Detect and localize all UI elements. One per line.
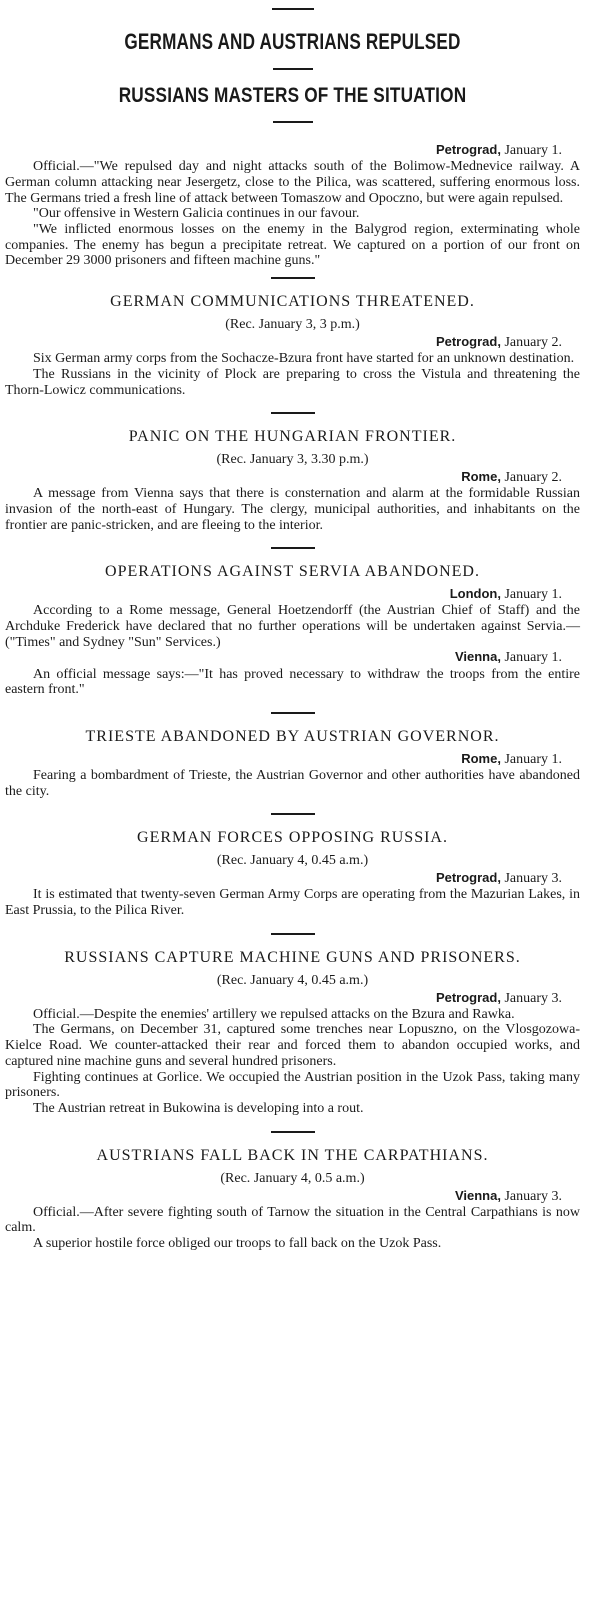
paragraph: An official message says:—"It has proved necessary to withdraw the troops from the entire eastern front."	[5, 666, 580, 698]
section-gap	[5, 919, 580, 925]
dateline	[5, 587, 580, 603]
dateline-date: January 2.	[504, 470, 562, 486]
subheadline: RUSSIANS MASTERS OF THE SITUATION	[118, 84, 467, 108]
news-section	[5, 712, 580, 805]
section-title: GERMAN FORCES OPPOSING RUSSIA.	[137, 829, 448, 847]
section-gap	[5, 799, 580, 805]
section-title: AUSTRIANS FALL BACK IN THE CARPATHIANS.	[96, 1146, 489, 1164]
paragraph: A message from Vienna says that there is consternation and alarm at the formidable Russian invasion of the north-east of Hungary. The clergy, municipal authorities, and inhabitants on the frontier are panic-stricken, and are fleeing to the interior.	[5, 486, 580, 533]
section-rule	[271, 412, 315, 414]
dateline-date: January 3.	[504, 990, 562, 1006]
dateline	[5, 143, 580, 159]
paragraph: Six German army corps from the Sochacze-Bzura front have started for an unknown destination.	[33, 351, 575, 367]
section-rule	[271, 813, 315, 815]
paragraph: The Russians in the vicinity of Plock are preparing to cross the Vistula and threatening the Thorn-Lowicz communications.	[5, 366, 580, 398]
headline: GERMANS AND AUSTRIANS REPULSED	[124, 29, 461, 54]
newspaper-article	[5, 0, 580, 1258]
news-section	[5, 813, 580, 924]
dateline-place: Rome,	[461, 750, 501, 766]
received-note: (Rec. January 4, 0.45 a.m.)	[216, 853, 369, 869]
news-section	[5, 277, 580, 404]
dateline	[5, 1189, 580, 1205]
dateline-date: January 3.	[504, 871, 562, 887]
dateline-date: January 1.	[504, 650, 562, 666]
received-note: (Rec. January 4, 0.5 a.m.)	[220, 1170, 365, 1186]
dateline-place: Rome,	[461, 469, 501, 485]
section-gap	[5, 533, 580, 539]
section-rule	[271, 933, 315, 935]
received-note: (Rec. January 3, 3 p.m.)	[225, 317, 360, 333]
news-section	[5, 547, 580, 704]
dateline-place: London,	[449, 586, 501, 602]
section-title: RUSSIANS CAPTURE MACHINE GUNS AND PRISONERS.	[64, 948, 521, 966]
dateline	[5, 470, 580, 486]
paragraph: The Austrian retreat in Bukowina is developing into a rout.	[33, 1100, 364, 1116]
dateline-date: January 1.	[504, 143, 562, 159]
news-section	[5, 1131, 580, 1258]
subheadline-wrap	[5, 84, 580, 107]
dateline	[5, 335, 580, 351]
dateline-place: Petrograd,	[435, 334, 501, 350]
dateline-place: Petrograd,	[435, 142, 501, 158]
received-note: (Rec. January 3, 3.30 p.m.)	[216, 452, 369, 468]
dateline-place: Petrograd,	[435, 870, 501, 886]
paragraph: According to a Rome message, General Hoetzendorff (the Austrian Chief of Staff) and the Archduke Frederick have declared that no further operations will be undertaken against Servia.—("Times" and Sydney "Sun" Services.)	[5, 603, 580, 650]
paragraph: Fighting continues at Gorlice. We occupied the Austrian position in the Uzok Pass, taking many prisoners.	[5, 1069, 580, 1101]
paragraph: "We inflicted enormous losses on the enemy in the Balygrod region, exterminating whole companies. The enemy has begun a precipitate retreat. We captured on a portion of our front on December 29 3000 prisoners and fifteen machine guns."	[5, 222, 580, 269]
section-rule	[271, 1131, 315, 1133]
section-title: PANIC ON THE HUNGARIAN FRONTIER.	[128, 428, 457, 446]
section-title: TRIESTE ABANDONED BY AUSTRIAN GOVERNOR.	[85, 727, 500, 745]
section-rule	[271, 277, 315, 279]
subheadline-rule	[273, 121, 313, 123]
news-section	[5, 412, 580, 539]
dateline-place: Petrograd,	[435, 989, 501, 1005]
dateline	[5, 752, 580, 768]
received-note: (Rec. January 4, 0.45 a.m.)	[216, 972, 369, 988]
paragraph: It is estimated that twenty-seven German Army Corps are operating from the Mazurian Lakes, in East Prussia, to the Pilica River.	[5, 887, 580, 919]
section-gap	[5, 1252, 580, 1258]
section-gap	[5, 398, 580, 404]
sections	[5, 277, 580, 1258]
paragraph: The Germans, on December 31, captured some trenches near Lopuszno, on the Vlosgozowa-Kielce Road. We counter-attacked their rear and forced them to abandon occupied works, and captured nine machine guns and several hundred prisoners.	[5, 1022, 580, 1069]
section-rule	[271, 547, 315, 549]
headline-wrap	[5, 30, 580, 54]
dateline-date: January 3.	[504, 1188, 562, 1204]
headline-rule	[273, 68, 313, 70]
dateline	[5, 650, 580, 666]
paragraph: Official.—Despite the enemies' artillery we repulsed attacks on the Bzura and Rawka.	[33, 1006, 515, 1022]
paragraph: Official.—After severe fighting south of Tarnow the situation in the Central Carpathians is now calm.	[5, 1204, 580, 1236]
dateline	[5, 871, 580, 887]
section-title: GERMAN COMMUNICATIONS THREATENED.	[110, 293, 475, 311]
paragraph: Fearing a bombardment of Trieste, the Austrian Governor and other authorities have abandoned the city.	[5, 767, 580, 799]
top-rule	[272, 8, 314, 10]
dateline-date: January 1.	[504, 751, 562, 767]
paragraph: Official.—"We repulsed day and night attacks south of the Bolimow-Mednevice railway. A German column attacking near Jesergetz, close to the Pilica, was scattered, suffering enormous loss. The Germans tried a fresh line of attack between Tomaszow and Opoczno, but were again repulsed.	[5, 159, 580, 206]
lead-dispatch	[5, 143, 580, 269]
dateline	[5, 991, 580, 1007]
dateline-date: January 1.	[504, 587, 562, 603]
section-gap	[5, 1117, 580, 1123]
section-title: OPERATIONS AGAINST SERVIA ABANDONED.	[105, 563, 480, 581]
paragraph: A superior hostile force obliged our troops to fall back on the Uzok Pass.	[33, 1235, 442, 1251]
dateline-place: Vienna,	[454, 1187, 501, 1203]
dateline-place: Vienna,	[454, 649, 501, 665]
section-rule	[271, 712, 315, 714]
paragraph: "Our offensive in Western Galicia continues in our favour.	[33, 206, 360, 222]
dateline-date: January 2.	[504, 335, 562, 351]
news-section	[5, 933, 580, 1123]
section-gap	[5, 698, 580, 704]
